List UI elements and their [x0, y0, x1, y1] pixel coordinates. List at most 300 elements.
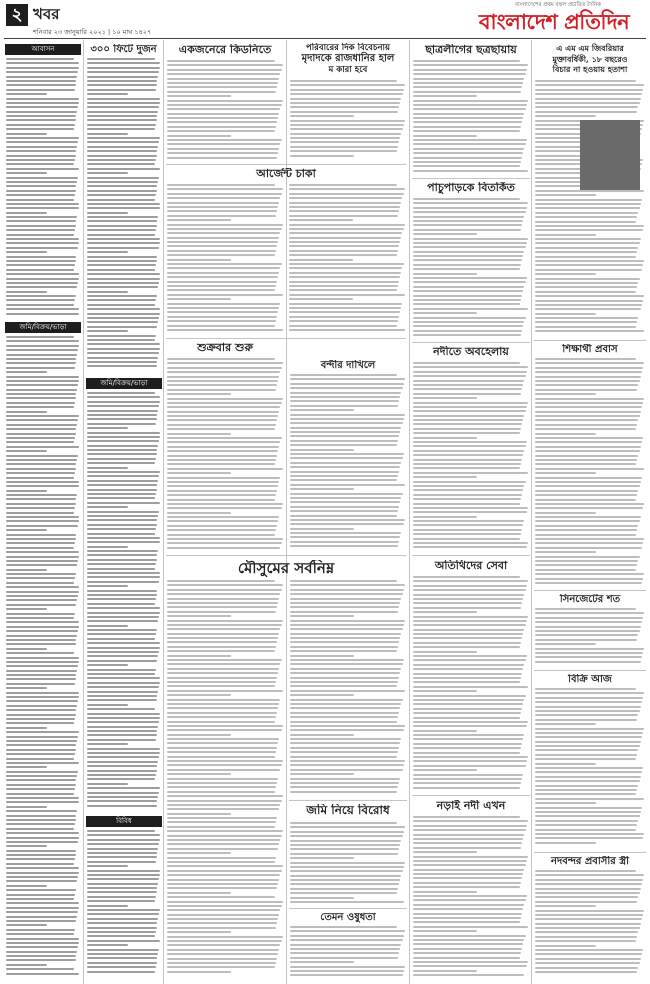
- text-line: [167, 611, 276, 613]
- text-line: [6, 560, 78, 562]
- text-line: [167, 624, 282, 626]
- text-line: [535, 621, 642, 623]
- text-line: [535, 940, 636, 942]
- text-line: [167, 384, 277, 386]
- text-line: [413, 202, 528, 204]
- text-line: [167, 949, 279, 951]
- text-line: [289, 259, 353, 261]
- text-line: [167, 826, 275, 828]
- text-line: [535, 815, 640, 817]
- text-line: [290, 822, 397, 824]
- text-line: [6, 630, 78, 632]
- text-line: [87, 440, 159, 442]
- text-line: [167, 60, 275, 62]
- text-line: [87, 80, 157, 82]
- text-line: [87, 89, 156, 91]
- text-line: [535, 93, 642, 95]
- text-line: [6, 929, 75, 931]
- text-line: [167, 376, 279, 378]
- text-line: [6, 858, 75, 860]
- masthead-logo: বাংলাদেশ প্রতিদিন: [478, 9, 630, 34]
- text-line: [413, 752, 520, 754]
- text-line: [167, 584, 283, 586]
- story-rule: [412, 795, 530, 796]
- text-line: [413, 538, 520, 540]
- text-line: [6, 520, 79, 522]
- text-line: [535, 384, 638, 386]
- text-line: [413, 651, 477, 653]
- text-line: [167, 406, 280, 408]
- text-line: [413, 738, 523, 740]
- story-body: [290, 822, 406, 906]
- text-line: [290, 93, 403, 95]
- text-line: [6, 62, 79, 64]
- text-line: [6, 850, 76, 852]
- text-line: [535, 829, 636, 831]
- classified-heading-housing: আবাসন: [5, 44, 81, 55]
- text-line: [413, 454, 523, 456]
- text-line: [535, 608, 636, 610]
- text-line: [535, 428, 636, 430]
- text-line: [535, 362, 644, 364]
- text-line: [289, 188, 405, 190]
- text-line: [167, 463, 275, 465]
- text-line: [290, 484, 405, 486]
- text-line: [413, 734, 524, 736]
- text-line: [6, 98, 79, 100]
- text-line: [87, 717, 160, 719]
- text-line: [167, 602, 278, 604]
- text-line: [6, 172, 47, 174]
- text-line: [290, 615, 354, 617]
- text-line: [290, 620, 405, 622]
- text-line: [413, 441, 527, 443]
- story-headline: ৩০০ ফিটে দুজন: [90, 44, 157, 55]
- text-line: [87, 971, 155, 973]
- text-line: [87, 295, 157, 297]
- text-line: [535, 433, 596, 435]
- text-line: [290, 497, 401, 499]
- story-headline: বন্দীর দাখিলে: [320, 360, 376, 371]
- text-line: [167, 672, 278, 674]
- text-line: [413, 334, 521, 336]
- text-line: [535, 820, 638, 822]
- text-line: [289, 202, 401, 204]
- text-line: [167, 428, 275, 430]
- text-line: [535, 888, 641, 890]
- text-line: [87, 106, 159, 108]
- text-line: [6, 621, 79, 623]
- text-line: [413, 64, 528, 66]
- text-line: [413, 935, 526, 937]
- text-line: [290, 80, 397, 82]
- text-line: [289, 320, 398, 322]
- text-line: [535, 931, 638, 933]
- text-line: [87, 128, 155, 130]
- text-line: [6, 362, 76, 364]
- text-line: [167, 663, 280, 665]
- text-line: [535, 776, 641, 778]
- text-line: [167, 795, 283, 797]
- text-line: [87, 462, 155, 464]
- text-line: [413, 476, 477, 478]
- text-line: [413, 498, 521, 500]
- text-line: [535, 564, 637, 566]
- text-line: [413, 765, 526, 767]
- text-line: [167, 437, 282, 439]
- text-line: [413, 264, 521, 266]
- text-line: [167, 380, 278, 382]
- text-line: [290, 857, 354, 859]
- text-line: [290, 835, 403, 837]
- text-line: [413, 485, 524, 487]
- text-line: [413, 681, 520, 683]
- text-line: [6, 163, 74, 165]
- text-line: [87, 949, 159, 951]
- text-line: [87, 927, 157, 929]
- text-line: [87, 651, 159, 653]
- text-line: [87, 843, 159, 845]
- text-line: [290, 155, 354, 157]
- text-line: [290, 400, 399, 402]
- text-line: [290, 672, 400, 674]
- text-line: [6, 832, 79, 834]
- text-line: [167, 782, 277, 784]
- text-line: [413, 516, 477, 518]
- text-line: [535, 269, 642, 271]
- text-line: [6, 626, 79, 628]
- text-line: [289, 219, 353, 221]
- text-line: [535, 317, 638, 319]
- text-line: [167, 606, 277, 608]
- text-line: [535, 745, 640, 747]
- text-line: [535, 710, 640, 712]
- text-line: [167, 490, 277, 492]
- text-line: [6, 665, 78, 667]
- text-line: [167, 73, 280, 75]
- text-line: [413, 104, 527, 106]
- text-line: [535, 520, 640, 522]
- text-line: [6, 212, 47, 214]
- text-line: [6, 643, 76, 645]
- text-line: [290, 961, 354, 963]
- text-line: [167, 922, 277, 924]
- text-line: [87, 734, 157, 736]
- text-line: [167, 905, 282, 907]
- text-line: [413, 73, 526, 75]
- text-line: [413, 778, 522, 780]
- story-headline: নদীতে অবহেলায়: [433, 346, 509, 358]
- text-line: [167, 468, 283, 470]
- text-line: [167, 538, 283, 540]
- text-line: [6, 894, 75, 896]
- text-line: [290, 844, 400, 846]
- text-line: [87, 326, 157, 328]
- text-line: [289, 254, 397, 256]
- text-line: [87, 190, 157, 192]
- text-line: [413, 913, 522, 915]
- text-line: [413, 816, 520, 818]
- story-body: [535, 358, 645, 588]
- text-line: [290, 659, 404, 661]
- text-line: [167, 263, 282, 265]
- text-line: [87, 533, 155, 535]
- text-line: [87, 848, 158, 850]
- text-line: [413, 507, 528, 509]
- text-line: [6, 771, 78, 773]
- text-line: [87, 940, 160, 942]
- text-line: [413, 869, 524, 871]
- text-line: [535, 914, 643, 916]
- text-line: [6, 304, 74, 306]
- text-line: [290, 791, 397, 793]
- text-line: [413, 100, 528, 102]
- text-line: [87, 119, 157, 121]
- text-line: [290, 580, 397, 582]
- text-line: [87, 739, 156, 741]
- text-line: [87, 361, 157, 363]
- text-line: [87, 966, 156, 968]
- text-line: [535, 754, 637, 756]
- text-line: [167, 725, 283, 727]
- text-line: [6, 942, 79, 944]
- text-line: [6, 225, 76, 227]
- text-line: [413, 529, 522, 531]
- text-line: [87, 861, 156, 863]
- story-body: [413, 60, 529, 176]
- text-line: [87, 497, 155, 499]
- text-line: [167, 152, 278, 154]
- story-body: [167, 60, 284, 162]
- story-photo: [580, 120, 640, 190]
- text-line: [6, 885, 47, 887]
- text-line: [413, 437, 477, 439]
- text-line: [87, 519, 157, 521]
- text-line: [87, 357, 158, 359]
- text-line: [87, 629, 157, 631]
- text-line: [87, 607, 160, 609]
- story-headline: [534, 43, 646, 75]
- text-line: [87, 511, 159, 513]
- text-line: [6, 902, 79, 904]
- text-line: [535, 256, 636, 258]
- text-line: [6, 150, 76, 152]
- text-line: [413, 170, 528, 172]
- classified-listings: [87, 830, 161, 978]
- text-line: [413, 220, 523, 222]
- text-line: [6, 494, 77, 496]
- text-line: [290, 742, 400, 744]
- text-line: [6, 959, 76, 961]
- text-line: [87, 238, 160, 240]
- text-line: [167, 944, 280, 946]
- text-line: [6, 269, 74, 271]
- text-line: [87, 594, 157, 596]
- text-line: [290, 84, 405, 86]
- text-line: [6, 687, 47, 689]
- text-line: [87, 805, 157, 807]
- text-line: [167, 901, 283, 903]
- text-line: [6, 376, 79, 378]
- text-line: [6, 450, 47, 452]
- story-rule: [412, 342, 530, 343]
- text-line: [413, 238, 528, 240]
- text-line: [6, 207, 79, 209]
- text-line: [413, 882, 521, 884]
- text-line: [6, 657, 79, 659]
- text-line: [87, 554, 157, 556]
- text-line: [413, 873, 523, 875]
- text-line: [413, 472, 528, 474]
- text-line: [167, 393, 231, 395]
- text-line: [290, 650, 397, 652]
- text-line: [535, 958, 641, 960]
- text-line: [6, 128, 74, 130]
- text-line: [535, 967, 638, 969]
- text-line: [290, 738, 401, 740]
- text-line: [413, 143, 526, 145]
- text-line: [6, 115, 76, 117]
- text-line: [87, 133, 128, 135]
- text-line: [290, 409, 354, 411]
- text-line: [413, 277, 527, 279]
- text-line: [167, 325, 275, 327]
- story-body: [413, 816, 529, 980]
- text-line: [6, 556, 79, 558]
- text-line: [290, 449, 354, 451]
- text-line: [167, 228, 282, 230]
- text-line: [87, 168, 160, 170]
- text-line: [167, 598, 279, 600]
- text-line: [535, 749, 638, 751]
- text-line: [6, 595, 78, 597]
- text-line: [535, 225, 644, 227]
- text-line: [87, 647, 160, 649]
- text-line: [290, 897, 354, 899]
- text-line: [413, 325, 523, 327]
- text-line: [6, 547, 74, 549]
- text-line: [535, 411, 641, 413]
- text-line: [87, 887, 157, 889]
- text-line: [535, 901, 637, 903]
- text-line: [290, 974, 403, 976]
- text-line: [413, 251, 524, 253]
- text-line: [87, 102, 160, 104]
- text-line: [6, 251, 47, 253]
- text-line: [167, 931, 231, 933]
- text-line: [167, 121, 277, 123]
- text-line: [87, 765, 157, 767]
- text-line: [6, 282, 78, 284]
- text-line: [167, 764, 282, 766]
- text-line: [289, 272, 401, 274]
- story-headline: নদবন্দর প্রবাসীর স্ত্রী: [551, 856, 629, 867]
- text-line: [6, 256, 76, 258]
- text-line: [413, 410, 526, 412]
- text-line: [167, 857, 276, 859]
- text-line: [6, 477, 74, 479]
- text-line: [6, 898, 74, 900]
- text-line: [290, 545, 398, 547]
- text-line: [87, 124, 156, 126]
- text-line: [87, 603, 155, 605]
- text-line: [87, 761, 158, 763]
- text-line: [167, 804, 280, 806]
- text-line: [6, 102, 79, 104]
- story-body: [290, 374, 406, 552]
- text-line: [6, 159, 75, 161]
- text-line: [290, 515, 397, 517]
- text-line: [167, 197, 280, 199]
- text-line: [87, 743, 128, 745]
- text-line: [87, 708, 155, 710]
- classified-listings: [6, 58, 80, 320]
- text-line: [290, 488, 354, 490]
- text-line: [87, 392, 155, 394]
- text-line: [87, 616, 159, 618]
- text-line: [6, 837, 79, 839]
- text-line: [167, 962, 276, 964]
- text-line: [290, 721, 397, 723]
- text-line: [413, 371, 527, 373]
- text-line: [167, 861, 275, 863]
- text-line: [413, 673, 522, 675]
- text-line: [290, 778, 400, 780]
- text-line: [87, 436, 160, 438]
- text-line: [167, 267, 280, 269]
- text-line: [535, 516, 641, 518]
- text-line: [535, 736, 642, 738]
- text-line: [413, 659, 526, 661]
- text-line: [87, 953, 158, 955]
- text-line: [535, 485, 640, 487]
- story-rule: [534, 340, 646, 341]
- text-line: [6, 472, 75, 474]
- text-line: [290, 453, 404, 455]
- story-body: [413, 198, 529, 340]
- text-line: [87, 177, 159, 179]
- text-line: [6, 608, 47, 610]
- story-rule: [289, 800, 407, 801]
- text-line: [535, 949, 643, 951]
- text-line: [167, 712, 277, 714]
- text-line: [413, 686, 528, 688]
- text-line: [290, 536, 400, 538]
- text-line: [290, 747, 399, 749]
- text-line: [167, 971, 231, 973]
- text-line: [290, 875, 401, 877]
- text-line: [290, 879, 400, 881]
- text-line: [413, 829, 526, 831]
- text-line: [167, 307, 279, 309]
- text-line: [535, 111, 637, 113]
- text-line: [535, 661, 641, 663]
- text-line: [87, 546, 128, 548]
- text-line: [413, 450, 524, 452]
- text-line: [87, 467, 128, 469]
- text-line: [87, 787, 160, 789]
- text-line: [87, 159, 156, 161]
- text-line: [6, 190, 76, 192]
- text-line: [167, 927, 276, 929]
- text-line: [167, 224, 283, 226]
- text-line: [290, 506, 399, 508]
- story-headline-line: মুক্তাবর্ষিকী, ১৮ বছরেও: [552, 53, 628, 64]
- text-line: [535, 701, 642, 703]
- text-line: [413, 576, 520, 578]
- text-line: [87, 343, 160, 345]
- text-line: [167, 685, 275, 687]
